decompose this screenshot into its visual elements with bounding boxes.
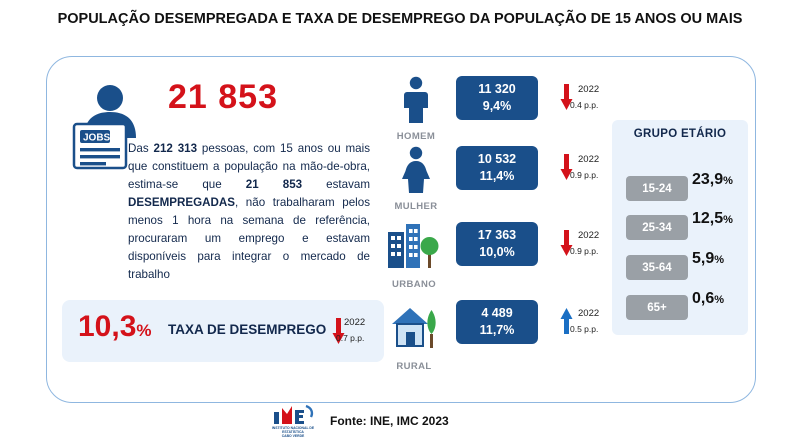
rate-percent-symbol: %: [136, 321, 152, 340]
logo-line-1: INSTITUTO NACIONAL DE ESTATÍSTICA: [271, 426, 315, 435]
rate-change: 0.7 p.p.: [336, 333, 365, 343]
age-value-percent: %: [723, 214, 733, 226]
age-value-number: 0,6: [692, 290, 715, 307]
age-group-title: GRUPO ETÁRIO: [633, 128, 727, 140]
house-icon: [384, 300, 440, 372]
value-box-homem: [456, 76, 538, 120]
paragraph-part-4: , não trabalharam pelos menos 1 hora na semana de referência, procuraram um emprego e estavam disponíveis para integrar o mercado de trabalho: [128, 195, 370, 281]
paragraph-bold-labour-force: 212 313: [153, 142, 198, 155]
female-icon: [388, 146, 444, 212]
age-value-25-34: [692, 210, 754, 228]
age-value-15-24: [692, 171, 754, 189]
paragraph-part-2: pessoas, com 15 anos ou mais que constituem a população na mão-de-obra, estima-se que: [128, 142, 370, 191]
value-box-rural: [456, 300, 538, 344]
trend-change: 0.9 p.p.: [570, 170, 599, 180]
count-value: 17 363: [477, 228, 517, 243]
count-value: 10 532: [477, 152, 517, 167]
ine-logo: [262, 404, 324, 440]
paragraph-part-3: estavam: [302, 177, 370, 191]
age-value-percent: %: [714, 294, 725, 306]
paragraph-bold-unemployed: 21 853: [245, 177, 303, 191]
description-paragraph: [128, 140, 370, 284]
value-box-urbano: [456, 222, 538, 266]
age-value-percent: %: [723, 175, 733, 187]
trend-year: 2022: [578, 154, 600, 165]
age-value-65-plus: [692, 290, 754, 308]
age-value-number: 12,5: [692, 210, 724, 227]
age-value-number: 23,9: [692, 171, 724, 188]
unemployment-rate-label: TAXA DE DESEMPREGO: [168, 322, 327, 337]
trend-change: 0.5 p.p.: [570, 324, 599, 334]
rate-number: 10,3: [78, 310, 137, 343]
trend-change: 0.9 p.p.: [570, 246, 599, 256]
age-value-percent: %: [714, 254, 725, 266]
age-chip-25-34: 25-34: [626, 215, 688, 240]
trend-year: 2022: [578, 308, 600, 319]
age-value-number: 5,9: [692, 250, 715, 267]
age-chip-35-64: 35-64: [626, 255, 688, 280]
age-value-35-64: [692, 250, 754, 268]
count-value: 4 489: [481, 306, 513, 321]
male-icon: [388, 76, 444, 142]
svg-text:JOBS: JOBS: [83, 132, 111, 144]
rate-value: 11,4%: [479, 169, 515, 183]
city-icon: [384, 222, 440, 290]
unemployment-rate-value: [78, 310, 152, 344]
count-value: 11 320: [478, 82, 516, 97]
rate-value: 11,7%: [479, 323, 515, 337]
total-unemployed-value: 21 853: [168, 78, 278, 116]
paragraph-part-1: Das: [128, 142, 154, 155]
value-box-mulher: [456, 146, 538, 190]
age-chip-65-plus: 65+: [626, 295, 688, 320]
rate-year: 2022: [344, 317, 366, 328]
trend-year: 2022: [578, 84, 600, 95]
trend-year: 2022: [578, 230, 600, 241]
paragraph-bold-desempregadas: DESEMPREGADAS: [128, 195, 235, 209]
trend-change: 0.4 p.p.: [570, 100, 599, 110]
page-title: POPULAÇÃO DESEMPREGADA E TAXA DE DESEMPREGO DA POPULAÇÃO DE 15 ANOS OU MAIS: [57, 11, 743, 27]
rate-value: 10,0%: [479, 245, 515, 259]
row-caption: MULHER: [394, 201, 438, 212]
row-caption: URBANO: [391, 279, 437, 290]
rate-value: 9,4%: [482, 99, 512, 113]
age-chip-15-24: 15-24: [626, 176, 688, 201]
row-caption: HOMEM: [396, 131, 436, 142]
logo-line-2: CABO VERDE: [281, 434, 305, 439]
source-note: Fonte: INE, IMC 2023: [330, 414, 449, 428]
row-caption: RURAL: [396, 361, 432, 372]
